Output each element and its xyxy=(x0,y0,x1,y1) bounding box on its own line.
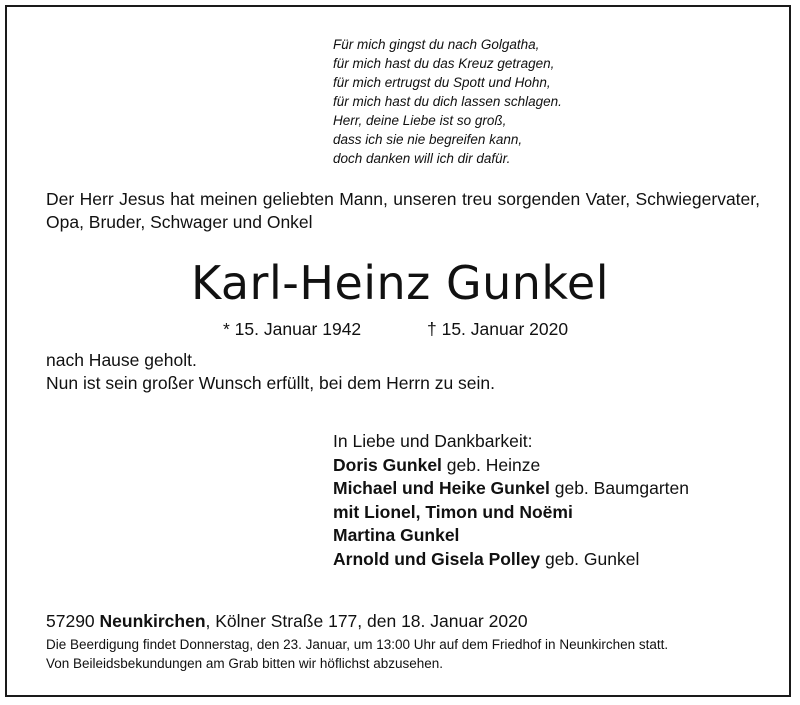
poem-line: für mich hast du das Kreuz getragen, xyxy=(333,56,555,71)
after-line: nach Hause geholt. xyxy=(46,350,197,370)
mourner-entry xyxy=(333,524,689,548)
poem-line: dass ich sie nie begreifen kann, xyxy=(333,132,523,147)
mourner-suffix: geb. Baumgarten xyxy=(549,478,689,498)
mourner-suffix: geb. Heinze xyxy=(441,454,541,475)
mourners-block xyxy=(333,430,689,571)
place-city: Neunkirchen xyxy=(99,611,206,631)
mourner-suffix: geb. Gunkel xyxy=(540,548,640,569)
place-address-date: , Kölner Straße 177, den 18. Januar 2020 xyxy=(205,611,528,631)
mourner-name: Michael und Heike Gunkel xyxy=(333,478,550,498)
funeral-notes xyxy=(46,636,668,673)
mourner-entry xyxy=(333,548,689,572)
poem xyxy=(333,35,562,168)
note-line: Von Beileidsbekundungen am Grab bitten wir höflichst abzusehen. xyxy=(46,655,444,671)
poem-line: für mich hast du dich lassen schlagen. xyxy=(333,94,562,109)
mourner-name: Doris Gunkel xyxy=(333,454,442,475)
after-line: Nun ist sein großer Wunsch erfüllt, bei dem Herrn zu sein. xyxy=(46,373,496,393)
mourner-name: mit Lionel, Timon und Noëmi xyxy=(333,501,573,522)
death-date: † 15. Januar 2020 xyxy=(427,319,569,339)
after-text xyxy=(46,349,495,395)
poem-line: Für mich gingst du nach Golgatha, xyxy=(333,37,540,52)
birth-date: * 15. Januar 1942 xyxy=(223,319,362,339)
intro-text: Der Herr Jesus hat meinen geliebten Mann, unseren treu sorgenden Vater, Schwiegervater, Opa, Bruder, Schwager und Onkel xyxy=(46,189,760,232)
place-date-line xyxy=(46,611,528,632)
mourner-name: Martina Gunkel xyxy=(333,525,460,545)
note-line: Die Beerdigung findet Donnerstag, den 23. Januar, um 13:00 Uhr auf dem Friedhof in Neunkirchen statt. xyxy=(46,637,669,652)
mourner-entry xyxy=(333,501,689,525)
poem-line: Herr, deine Liebe ist so groß, xyxy=(333,113,507,128)
poem-line: doch danken will ich dir dafür. xyxy=(333,151,511,166)
poem-line: für mich ertrugst du Spott und Hohn, xyxy=(333,75,551,90)
mourners-heading: In Liebe und Dankbarkeit: xyxy=(333,431,533,451)
place-zip: 57290 xyxy=(46,611,100,631)
mourner-name: Arnold und Gisela Polley xyxy=(333,548,541,569)
mourner-entry xyxy=(333,454,689,478)
deceased-name: Karl-Heinz Gunkel xyxy=(191,256,609,310)
mourner-entry xyxy=(333,477,689,501)
